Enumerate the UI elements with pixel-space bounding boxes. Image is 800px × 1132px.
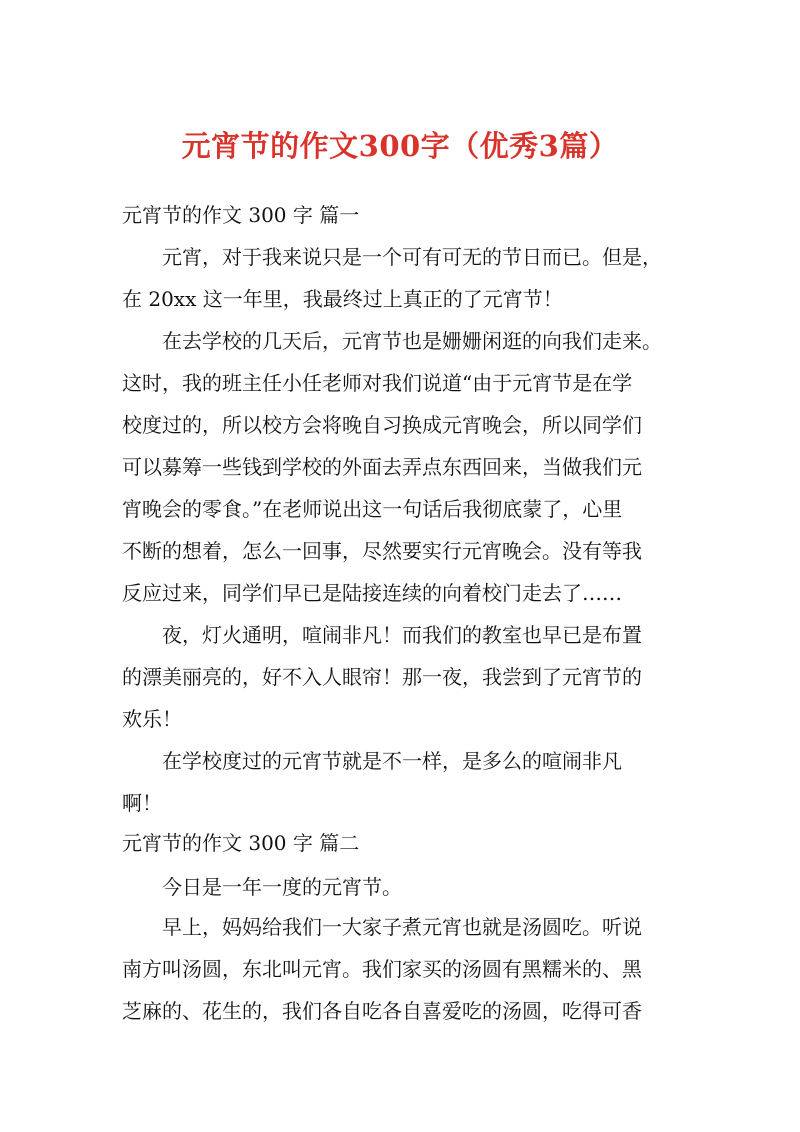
paragraph-line: 南方叫汤圆，东北叫元宵。我们家买的汤圆有黑糯米的、黑 [122, 957, 642, 981]
document-title: 元宵节的作文300字（优秀3篇） [181, 129, 619, 163]
paragraph [122, 614, 682, 740]
paragraph-line: 在 20xx 这一年里，我最终过上真正的了元宵节！ [122, 287, 563, 311]
paragraph-line: 芝麻的、花生的，我们各自吃各自喜爱吃的汤圆，吃得可香 [122, 999, 642, 1023]
paragraph [122, 866, 682, 908]
paragraph-line: 欢乐！ [122, 707, 182, 731]
paragraph-line: 反应过来，同学们早已是陆接连续的向着校门走去了…… [122, 581, 622, 605]
paragraph-line: 校度过的，所以校方会将晚自习换成元宵晚会，所以同学们 [122, 413, 642, 437]
paragraph-line: 在去学校的几天后，元宵节也是姗姗闲逛的向我们走来。 [162, 329, 662, 353]
paragraph [122, 740, 682, 824]
paragraph-line: 早上，妈妈给我们一大家子煮元宵也就是汤圆吃。听说 [162, 915, 642, 939]
paragraph-line: 啊！ [122, 791, 162, 815]
paragraph [122, 906, 682, 1032]
paragraph-line: 这时，我的班主任小任老师对我们说道“由于元宵节是在学 [122, 371, 633, 395]
paragraph [122, 320, 682, 614]
paragraph [122, 236, 682, 320]
paragraph-line: 不断的想着，怎么一回事，尽然要实行元宵晚会。没有等我 [122, 539, 642, 563]
paragraph-line: 宵晚会的零食。”在老师说出这一句话后我彻底蒙了，心里 [122, 497, 623, 521]
paragraph-line: 的漂美丽亮的，好不入人眼帘！那一夜，我尝到了元宵节的 [122, 665, 642, 689]
paragraph-line: 在学校度过的元宵节就是不一样，是多么的喧闹非凡 [162, 749, 622, 773]
section-heading-1: 元宵节的作文 300 字 篇一 [122, 203, 360, 227]
section-heading-2: 元宵节的作文 300 字 篇二 [122, 831, 360, 855]
paragraph-line: 今日是一年一度的元宵节。 [162, 875, 402, 899]
paragraph-line: 夜，灯火通明，喧闹非凡！而我们的教室也早已是布置 [162, 623, 642, 647]
paragraph-line: 可以募筹一些钱到学校的外面去弄点东西回来，当做我们元 [122, 455, 642, 479]
paragraph-line: 元宵，对于我来说只是一个可有可无的节日而已。但是， [162, 245, 662, 269]
